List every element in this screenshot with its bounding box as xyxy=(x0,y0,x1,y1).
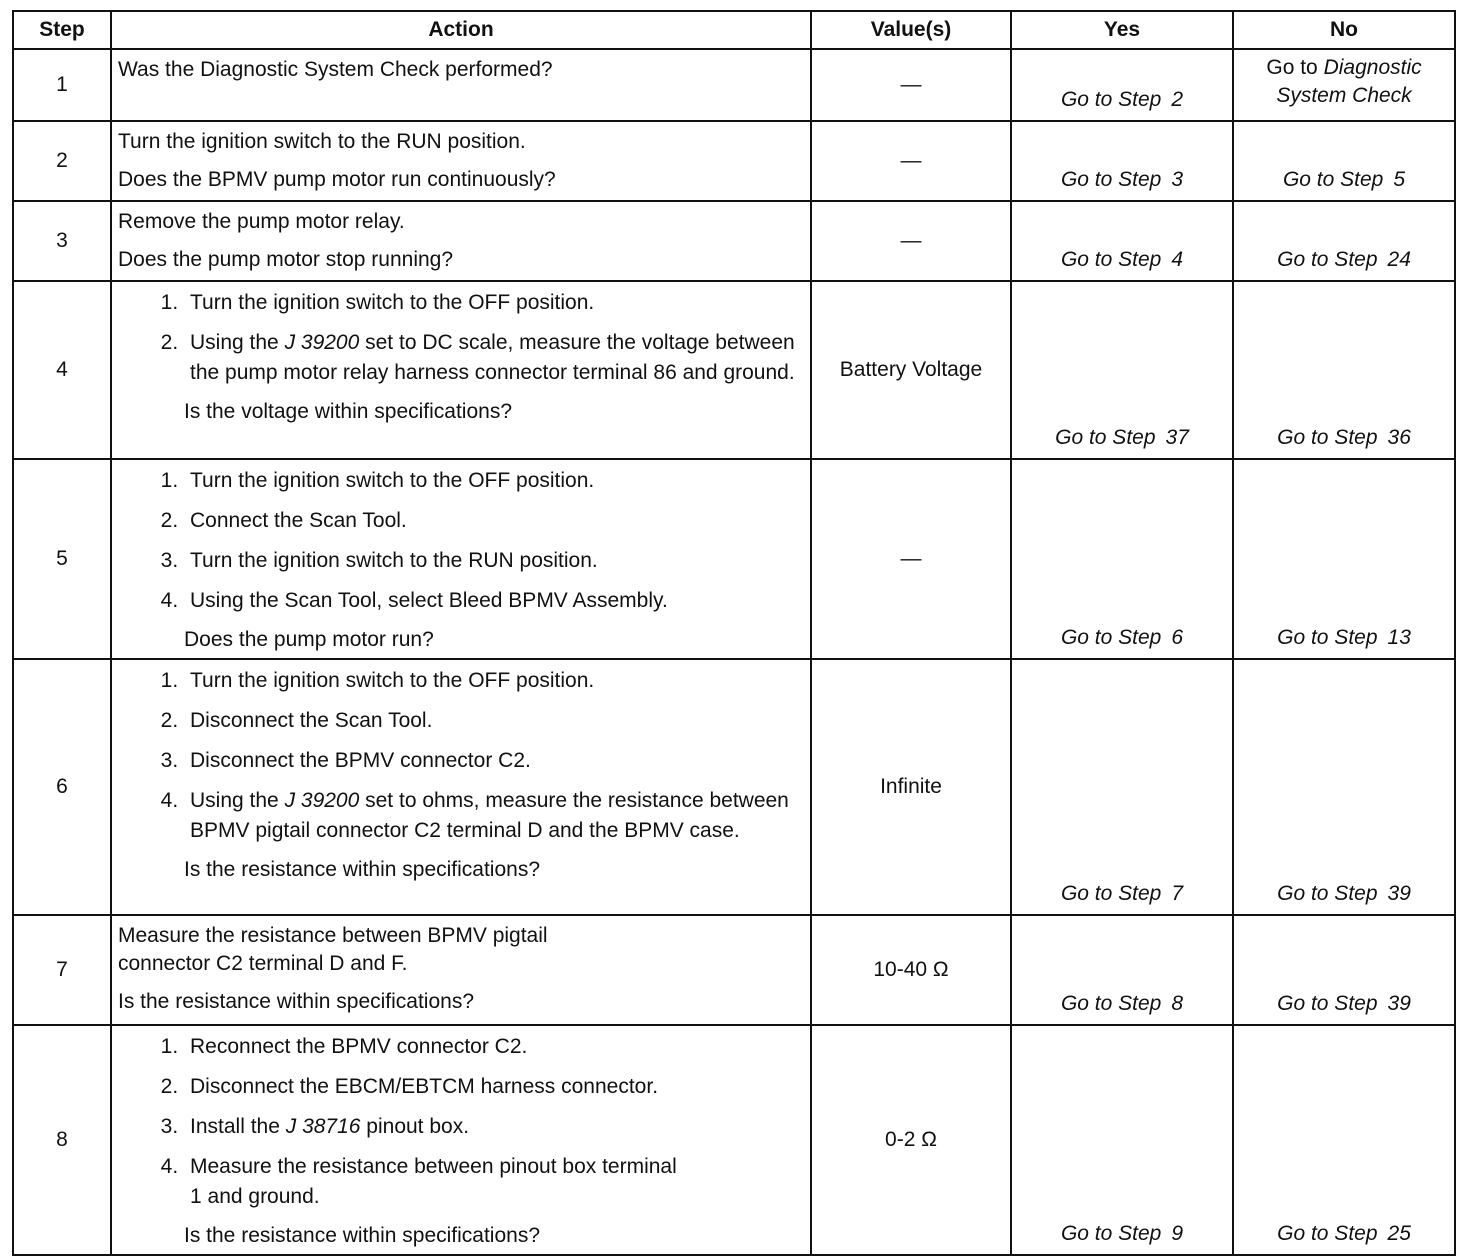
no-cell xyxy=(1233,201,1455,281)
table-row xyxy=(13,121,1455,201)
yes-cell xyxy=(1011,281,1233,459)
tool-name: J 39200 xyxy=(284,331,360,354)
goto-step-link[interactable]: 24 xyxy=(1387,248,1411,271)
goto-step-link[interactable]: 13 xyxy=(1387,626,1411,649)
goto-text: Go to Step xyxy=(1060,248,1162,271)
value-cell: Infinite xyxy=(811,659,1011,915)
goto-text: Go to Step xyxy=(1277,426,1378,449)
list-item: 4. Using the Scan Tool, select Bleed BPMV Assembly. xyxy=(184,586,804,616)
list-item: 2. Disconnect the Scan Tool. xyxy=(184,706,804,736)
step-number: 5 xyxy=(13,459,111,659)
value-cell: Battery Voltage xyxy=(811,281,1011,459)
no-cell xyxy=(1233,1025,1455,1255)
yes-cell xyxy=(1011,1025,1233,1255)
step-number: 1 xyxy=(13,49,111,121)
action-question: Does the pump motor stop running? xyxy=(118,248,454,271)
table-row xyxy=(13,659,1455,915)
list-item: 4. Using the J 39200 set to ohms, measure the resistance between BPMV pigtail connector C2 terminal D and the BPMV case. xyxy=(184,786,804,846)
goto-text: Go to Step xyxy=(1277,882,1378,905)
list-item: 2. Disconnect the EBCM/EBTCM harness connector. xyxy=(184,1072,804,1102)
action-cell xyxy=(111,121,811,201)
goto-step-link[interactable]: 4 xyxy=(1171,248,1184,271)
header-values: Value(s) xyxy=(811,11,1011,49)
header-no: No xyxy=(1233,11,1455,49)
action-question: Does the pump motor run? xyxy=(184,628,434,651)
step-number: 7 xyxy=(13,915,111,1025)
step-number: 8 xyxy=(13,1025,111,1255)
header-yes: Yes xyxy=(1011,11,1233,49)
value-cell: 10-40 Ω xyxy=(811,915,1011,1025)
yes-cell xyxy=(1011,659,1233,915)
header-step: Step xyxy=(13,11,111,49)
table-row xyxy=(13,1025,1455,1255)
goto-text: Go to Step xyxy=(1282,168,1384,191)
goto-step-link[interactable]: 6 xyxy=(1171,626,1184,649)
yes-cell xyxy=(1011,201,1233,281)
table-row xyxy=(13,49,1455,121)
table-row xyxy=(13,201,1455,281)
list-item: 2. Connect the Scan Tool. xyxy=(184,506,804,536)
action-question: Is the resistance within specifications? xyxy=(118,990,475,1013)
action-cell xyxy=(111,915,811,1025)
goto-text: Go to Step xyxy=(1277,1222,1378,1245)
action-question: Is the resistance within specifications? xyxy=(184,858,541,881)
action-cell xyxy=(111,201,811,281)
step-number: 2 xyxy=(13,121,111,201)
goto-text: Go to Step xyxy=(1060,168,1162,191)
goto-text: Go to Step xyxy=(1060,882,1162,905)
step-number: 6 xyxy=(13,659,111,915)
value-cell: — xyxy=(811,201,1011,281)
list-item: 1. Turn the ignition switch to the OFF position. xyxy=(184,666,804,696)
goto-text: Go to Step xyxy=(1060,992,1162,1015)
goto-text: Go to Step xyxy=(1277,992,1378,1015)
no-cell xyxy=(1233,659,1455,915)
action-text: Measure the resistance between BPMV pigtail connector C2 terminal D and F. xyxy=(118,924,548,975)
goto-step-link[interactable]: 5 xyxy=(1393,168,1406,191)
list-item: 1. Reconnect the BPMV connector C2. xyxy=(184,1032,804,1062)
no-cell xyxy=(1233,915,1455,1025)
action-cell xyxy=(111,281,811,459)
value-cell: — xyxy=(811,49,1011,121)
goto-text: Go to Step xyxy=(1060,626,1162,649)
table-row xyxy=(13,459,1455,659)
action-text: Turn the ignition switch to the RUN position. xyxy=(118,130,526,153)
action-question: Is the voltage within specifications? xyxy=(184,400,513,423)
tool-name: J 38716 xyxy=(285,1115,361,1138)
goto-step-link[interactable]: 8 xyxy=(1171,992,1184,1015)
value-cell: 0-2 Ω xyxy=(811,1025,1011,1255)
list-item: 1. Turn the ignition switch to the OFF position. xyxy=(184,288,804,318)
goto-step-link[interactable]: 7 xyxy=(1171,882,1184,905)
goto-step-link[interactable]: 39 xyxy=(1387,882,1411,905)
diagnostic-link[interactable]: Diagnostic xyxy=(1323,56,1422,79)
action-text: Was the Diagnostic System Check performed? xyxy=(118,58,553,81)
list-item: 1. Turn the ignition switch to the OFF position. xyxy=(184,466,804,496)
table-row xyxy=(13,915,1455,1025)
list-item: 4. Measure the resistance between pinout box terminal 1 and ground. xyxy=(184,1152,804,1212)
yes-cell xyxy=(1011,459,1233,659)
diagnostic-table xyxy=(12,10,1456,1256)
action-cell xyxy=(111,49,811,121)
goto-text: Go to Step xyxy=(1060,88,1162,111)
action-steps-list xyxy=(118,666,804,846)
system-check-link[interactable]: System Check xyxy=(1276,84,1412,107)
goto-step-link[interactable]: 3 xyxy=(1171,168,1184,191)
value-cell: — xyxy=(811,459,1011,659)
yes-cell xyxy=(1011,121,1233,201)
action-steps-list xyxy=(118,466,804,616)
tool-name: J 39200 xyxy=(284,789,360,812)
goto-step-link[interactable]: 37 xyxy=(1165,426,1189,449)
goto-step-link[interactable]: 36 xyxy=(1387,426,1411,449)
step-number: 4 xyxy=(13,281,111,459)
header-row xyxy=(13,11,1455,49)
value-cell: — xyxy=(811,121,1011,201)
action-question: Does the BPMV pump motor run continuously? xyxy=(118,168,556,191)
goto-step-link[interactable]: 25 xyxy=(1387,1222,1411,1245)
goto-text: Go to Step xyxy=(1055,426,1156,449)
yes-cell xyxy=(1011,915,1233,1025)
no-cell xyxy=(1233,281,1455,459)
list-item: 3. Install the J 38716 pinout box. xyxy=(184,1112,804,1142)
list-item: 3. Turn the ignition switch to the RUN position. xyxy=(184,546,804,576)
action-steps-list xyxy=(118,1032,804,1212)
action-steps-list xyxy=(118,288,804,388)
step-number: 3 xyxy=(13,201,111,281)
action-text: Remove the pump motor relay. xyxy=(118,210,405,233)
action-cell xyxy=(111,659,811,915)
goto-step-link[interactable]: 39 xyxy=(1387,992,1411,1015)
list-item: 3. Disconnect the BPMV connector C2. xyxy=(184,746,804,776)
goto-text: Go to Step xyxy=(1277,248,1378,271)
goto-step-link[interactable]: 9 xyxy=(1171,1222,1184,1245)
header-action: Action xyxy=(111,11,811,49)
yes-cell xyxy=(1011,49,1233,121)
action-cell xyxy=(111,1025,811,1255)
action-question: Is the resistance within specifications? xyxy=(184,1224,541,1247)
no-cell xyxy=(1233,459,1455,659)
goto-step-link[interactable]: 2 xyxy=(1171,88,1184,111)
action-cell xyxy=(111,459,811,659)
no-cell xyxy=(1233,49,1455,121)
no-cell xyxy=(1233,121,1455,201)
list-item: 2. Using the J 39200 set to DC scale, measure the voltage between the pump motor relay harness connector terminal 86 and ground. xyxy=(184,328,804,388)
goto-prefix: Go to xyxy=(1266,56,1318,79)
goto-text: Go to Step xyxy=(1277,626,1378,649)
table-row xyxy=(13,281,1455,459)
goto-text: Go to Step xyxy=(1060,1222,1162,1245)
